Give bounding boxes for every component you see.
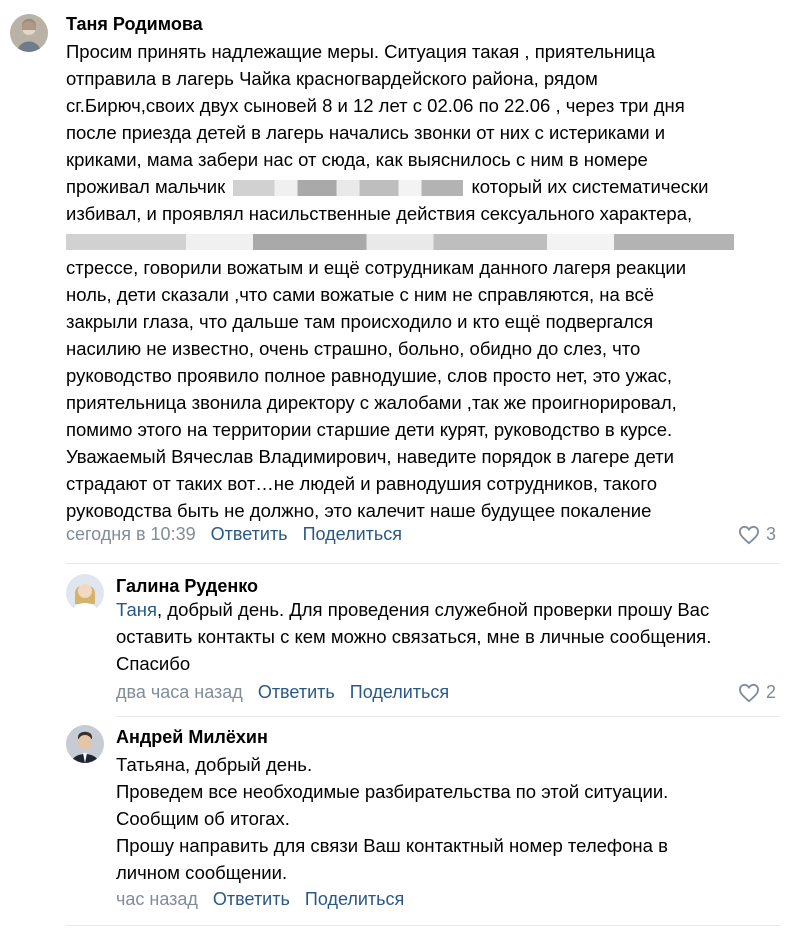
share-link[interactable]: Поделиться bbox=[349, 682, 450, 702]
comment-time[interactable]: сегодня в 10:39 bbox=[66, 524, 196, 544]
text-line: личном сообщении. bbox=[116, 862, 288, 883]
redacted-name-blur bbox=[233, 180, 463, 196]
text-line: после приезда детей в лагерь начались звонки от них с истериками и bbox=[66, 122, 666, 143]
text-line: криками, мама забери нас от сюда, как выяснилось с ним в номере bbox=[66, 149, 648, 170]
text-line: страдают от таких вот…не людей и равнодушия сотрудников, такого bbox=[66, 473, 657, 494]
text-line: отправила в лагерь Чайка красногвардейского района, рядом bbox=[66, 68, 598, 89]
reply-link[interactable]: Ответить bbox=[212, 889, 290, 909]
comment-time[interactable]: два часа назад bbox=[116, 682, 243, 702]
text-fragment: , добрый день. Для проведения служебной проверки прошу Вас bbox=[157, 599, 710, 620]
comment-time[interactable]: час назад bbox=[116, 889, 198, 909]
text-line-redacted bbox=[66, 173, 734, 200]
text-line: Татьяна, добрый день. bbox=[116, 754, 313, 775]
text-fragment: проживал мальчик bbox=[66, 176, 226, 197]
divider bbox=[66, 925, 780, 926]
comment-galina bbox=[0, 564, 800, 714]
comment-text bbox=[116, 596, 711, 677]
comment-text bbox=[66, 38, 734, 524]
reply-link[interactable]: Ответить bbox=[210, 524, 288, 544]
mention-link[interactable]: Таня bbox=[116, 599, 157, 620]
text-line: избивал, и проявлял насильственные действия сексуального характера, bbox=[66, 203, 693, 224]
text-line: приятельница звонила директору с жалобами ,так же проигнорировал, bbox=[66, 392, 677, 413]
like-count: 3 bbox=[765, 524, 776, 544]
comment-author[interactable]: Андрей Милёхин bbox=[116, 727, 268, 747]
comment-meta bbox=[116, 682, 449, 703]
text-line: Спасибо bbox=[116, 653, 191, 674]
text-line: Просим принять надлежащие меры. Ситуация такая , приятельница bbox=[66, 41, 656, 62]
text-line: Проведем все необходимые разбирательства по этой ситуации. bbox=[116, 781, 669, 802]
comment-author[interactable]: Галина Руденко bbox=[116, 576, 259, 596]
text-fragment: который их систематически bbox=[471, 176, 709, 197]
text-line: Уважаемый Вячеслав Владимирович, наведите порядок в лагере дети bbox=[66, 446, 674, 467]
like-button[interactable] bbox=[738, 682, 776, 703]
text-line: сг.Бирюч,своих двух сыновей 8 и 12 лет с 02.06 по 22.06 , через три дня bbox=[66, 95, 685, 116]
text-line: насилию не известно, очень страшно, больно, обидно до слез, что bbox=[66, 338, 641, 359]
text-line: ноль, дети сказали ,что сами вожатые с ним не справляются, на всё bbox=[66, 284, 655, 305]
text-line: Прошу направить для связи Ваш контактный номер телефона в bbox=[116, 835, 668, 856]
text-line: оставить контакты с кем можно связаться, мне в личные сообщения. bbox=[116, 626, 712, 647]
avatar-galina[interactable] bbox=[66, 574, 104, 612]
avatar-tanya[interactable] bbox=[10, 14, 48, 52]
comment-author[interactable]: Таня Родимова bbox=[66, 14, 203, 34]
text-line: руководство проявило полное равнодушие, слов просто нет, это ужас, bbox=[66, 365, 673, 386]
comment-meta bbox=[66, 524, 402, 545]
text-line: стрессе, говорили вожатым и ещё сотрудникам данного лагеря реакции bbox=[66, 257, 687, 278]
text-line bbox=[116, 596, 711, 623]
like-count: 2 bbox=[765, 682, 776, 702]
heart-outline-icon bbox=[738, 683, 760, 703]
comment-andrey bbox=[0, 717, 800, 922]
comment-text bbox=[116, 751, 668, 886]
text-line: помимо этого на территории старшие дети курят, руководство в курсе. bbox=[66, 419, 673, 440]
like-button[interactable] bbox=[738, 524, 776, 545]
redacted-line-blur bbox=[66, 227, 734, 254]
share-link[interactable]: Поделиться bbox=[304, 889, 405, 909]
avatar-andrey[interactable] bbox=[66, 725, 104, 763]
comment-meta bbox=[116, 889, 404, 910]
text-line: закрыли глаза, что дальше там происходило и кто ещё подвергался bbox=[66, 311, 654, 332]
heart-outline-icon bbox=[738, 525, 760, 545]
share-link[interactable]: Поделиться bbox=[302, 524, 402, 544]
reply-link[interactable]: Ответить bbox=[257, 682, 335, 702]
text-line: Сообщим об итогах. bbox=[116, 808, 290, 829]
text-line: руководства быть не должно, это калечит наше будущее покаление bbox=[66, 500, 652, 521]
